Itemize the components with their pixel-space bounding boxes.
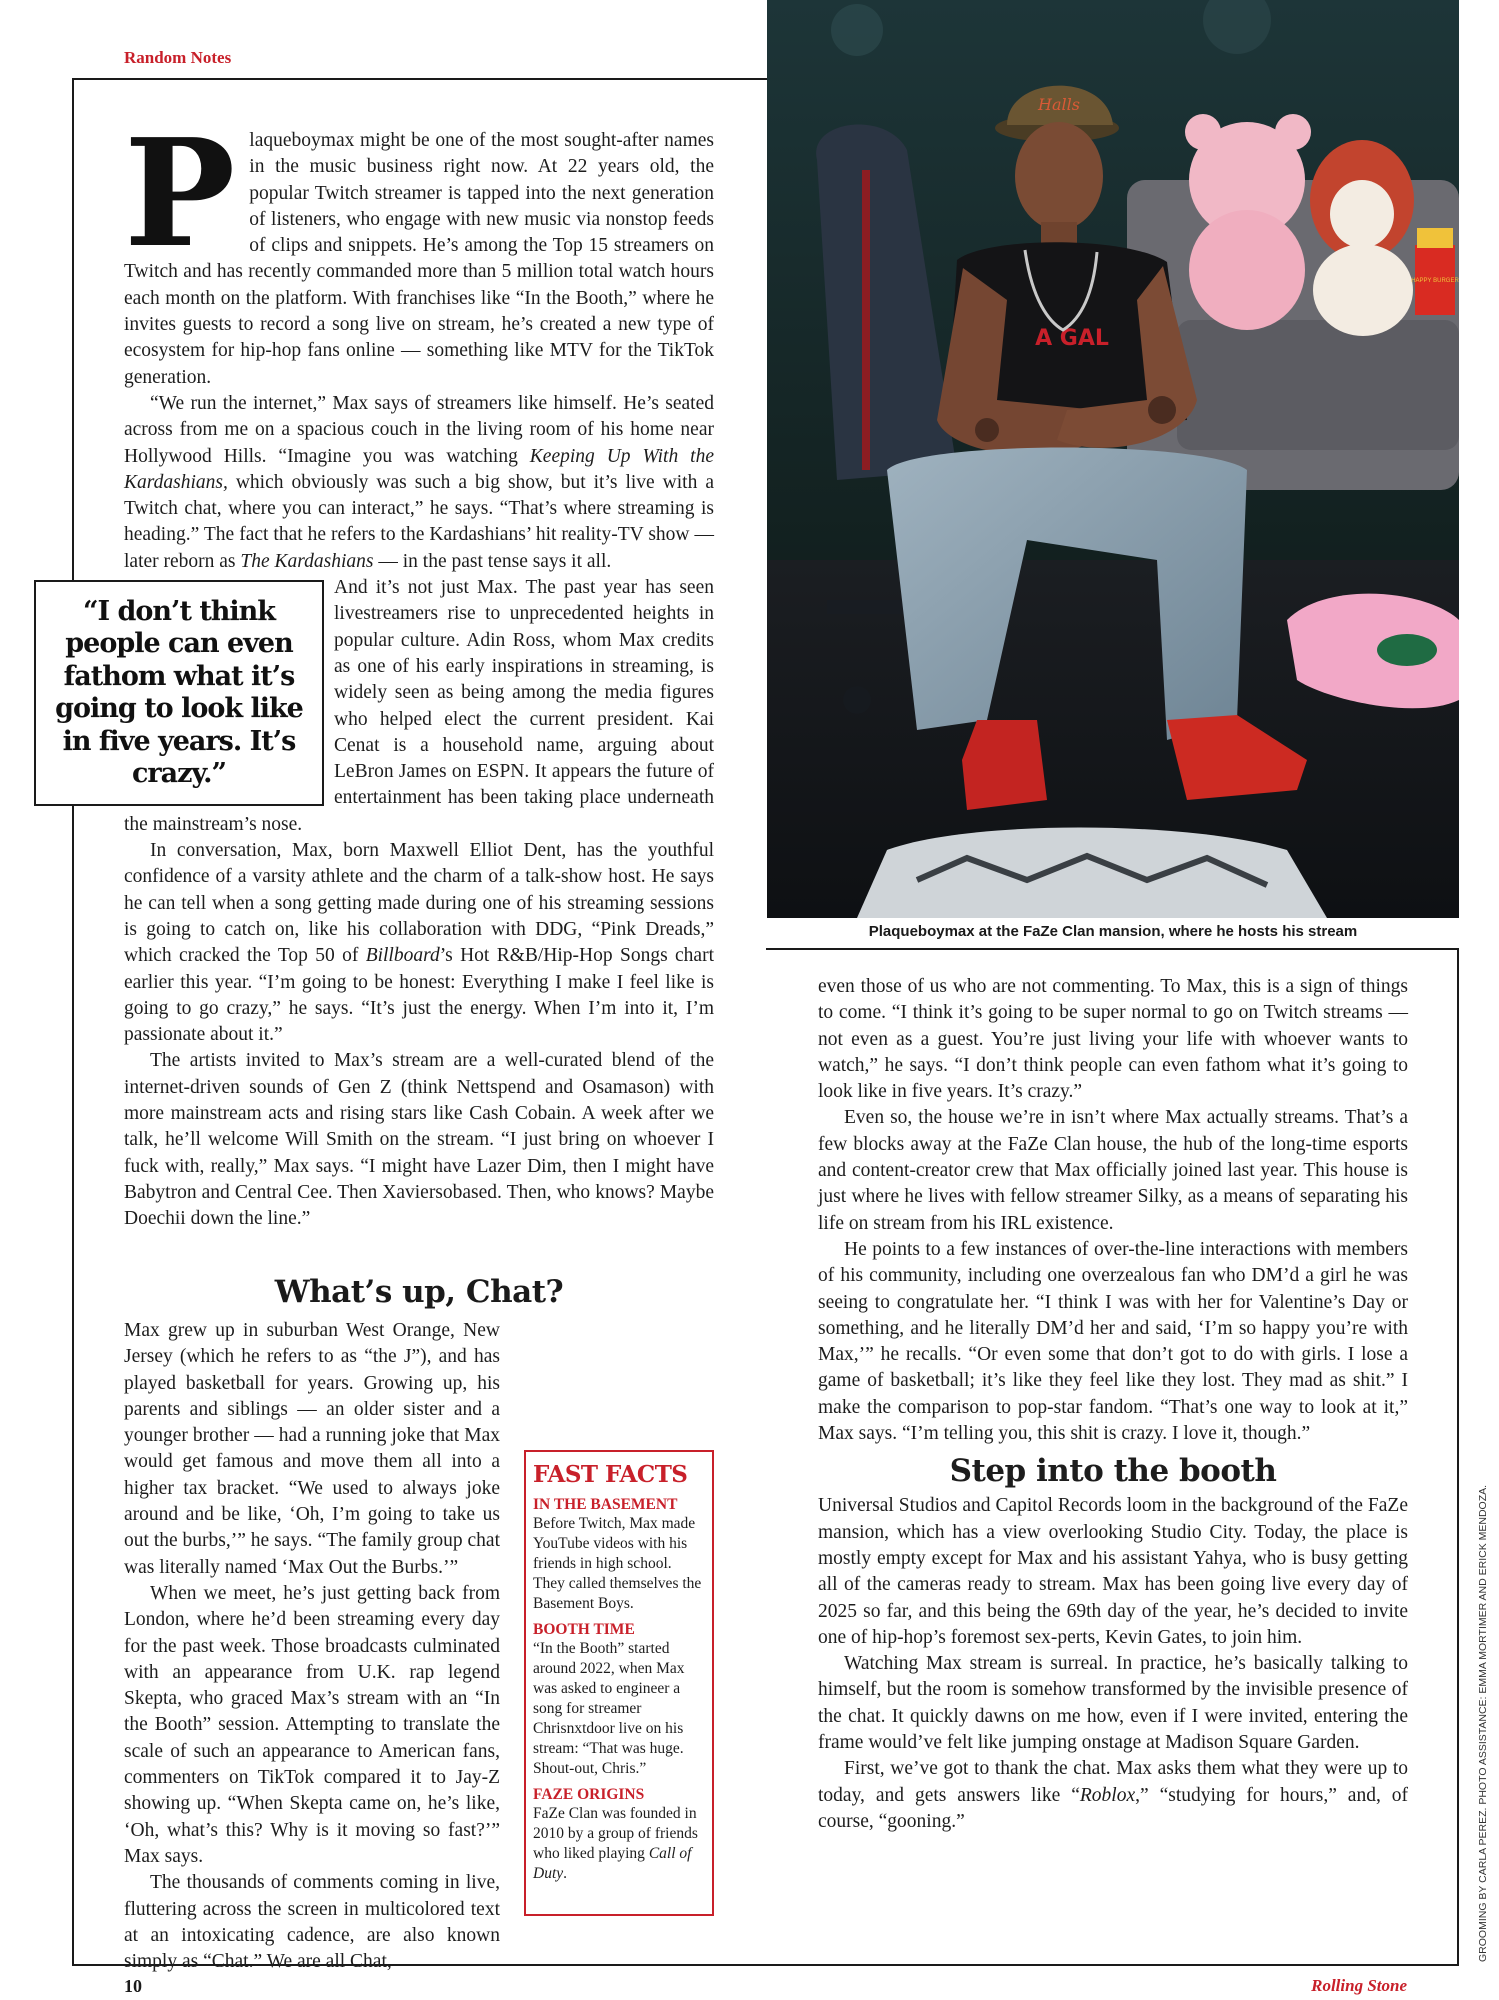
fast-fact-heading: BOOTH TIME [533,1621,635,1638]
paragraph-13: Watching Max stream is surreal. In practice, he’s basically talking to himself, but the room is somehow transformed by the invisible presence of the chat. It quickly dawns on me how, even if I were invited, entering the frame would’ve felt like jumping onstage at Madison Square Garden. [818,1653,1408,1754]
paragraph-4: In conversation, Max, born Maxwell Elliot Dent, has the youthful confidence of a varsity athlete and the charm of a talk-show host. He says he can tell when a song getting made during one of his streaming sessions is going to catch on, like his collaboration with DDG, “Pink Dreads,” which cracked the Top 50 of Billboard’s Hot R&B/Hip-Hop Songs chart earlier this year. “I’m going to be honest: Everything I make I feel like is going to go crazy,” he says. “It’s just the energy. When I’m into it, I’m passionate about it.” [124,840,714,1046]
paragraph-7: When we meet, he’s just getting back from London, where he’d been streaming every day for the past week. Those broadcasts culminated with an appearance from U.K. rap legend Skepta, who graced Max’s stream with an “In the Booth” session. Attempting to translate the scale of such an appearance to American fans, commenters on TikTok compared it to Jay-Z showing up. “When Skepta came on, he’s like, ‘Oh, what’s this? Why is it moving so fast?’” Max says. [124,1582,500,1867]
photo-tattoo-1 [975,418,999,442]
photo-teddy-ear-r [1275,114,1311,150]
page-number: 10 [124,1976,142,1996]
pull-quote [34,580,324,806]
photo-cap-text: Halls [1038,95,1080,114]
photo-teddy-ear-l [1185,114,1221,150]
photo-light-1 [831,4,883,56]
fast-facts-title: FAST FACTS [533,1461,688,1488]
paragraph-9: even those of us who are not commenting. To Max, this is a sign of things to come. “I think it’s going to be super normal to go on Twitch streams — not even as a guest. You’re just living your life with whoever wants to watch,” he says. “I don’t think people can even fathom what it’s going to look like in five years. It’s crazy.” [818,976,1408,1103]
photo-fries-text: HAPPY BURGER [1411,278,1459,284]
photo-teddy-body [1189,210,1305,330]
photo-chair-stripe [862,170,870,470]
paragraph-2: “We run the internet,” Max says of streamers like himself. He’s seated across from me on a spacious couch in the living room of his home near Hollywood Hills. “Imagine you was watching Keeping Up With the Kardashians, which obviously was such a big show, but it’s live with a Twitch chat, where you can interact,” he says. “That’s where streaming is heading.” The fact that he refers to the Kardashians’ hit reality-TV show — later reborn as The Kardashians — in the past tense says it all. [124,392,714,572]
photo-boot-left [962,720,1047,810]
photo-shirt-text: A GAL [1035,326,1109,351]
paragraph-8: The thousands of comments coming in live, fluttering across the screen in multicolored text at an intoxicating cadence, are also known simply as “Chat.” We are all Chat, [124,1872,500,1973]
photo-fries [1417,228,1453,248]
subhead-whats-up-chat: What’s up, Chat? [274,1274,564,1310]
photo-fox-face [1330,180,1394,248]
pull-quote-text: “I don’t think people can even fathom what it’s going to look like in five years. It’s crazy.” [55,595,303,789]
photo-couch-seat [1177,320,1459,450]
paragraph-12: Universal Studios and Capitol Records loom in the background of the FaZe mansion, which has a view overlooking Studio City. Today, the place is mostly empty except for Max and his assistant Yahya, who is busy getting all of the cameras ready to stream. Max has been going live every day of 2025 so far, and this being the 69th day of the year, he’s decided to invite one of hip-hop’s foremost sex-perts, Kevin Gates, to join him. [818,1495,1408,1648]
paragraph-5: The artists invited to Max’s stream are a well-curated blend of the internet-driven sounds of Gen Z (think Nettspend and Osamason) with more mainstream acts and rising stars like Cash Cobain. A week after we talk, he’ll welcome Will Smith on the stream. “I just bring on whoever I fuck with, really,” Max says. “I might have Lazer Dim, then I might have Babytron and Central Cee. Then Xaviersobased. Then, who knows? Maybe Doechii down the line.” [124,1050,714,1230]
fast-fact-heading: IN THE BASEMENT [533,1496,678,1513]
footer-brand: Rolling Stone [1311,1976,1407,1995]
fast-fact-body: FaZe Clan was founded in 2010 by a group of friends who liked playing Call of Duty. [533,1805,698,1882]
feature-photo [767,0,1459,918]
paragraph-6: Max grew up in suburban West Orange, New Jersey (which he refers to as “the J”), and has played basketball for years. Growing up, his parents and siblings — an older sister and a younger brother — had a running joke that Max would get famous and move them all into a higher tax bracket. “We used to always joke around and be like, ‘Oh, I’m going to take us out the burbs,’” he says. “The family group chat was literally named ‘Max Out the Burbs.’” [124,1320,500,1578]
paragraph-10: Even so, the house we’re in isn’t where Max actually streams. That’s a few blocks away at the FaZe Clan house, the hub of the long-time esports and content-creator crew that Max officially joined last year. This house is just where he lives with fellow streamer Silky, as a means of separating his life on stream from his IRL existence. [818,1107,1408,1234]
fast-facts-box [524,1450,714,1916]
fast-fact-heading: FAZE ORIGINS [533,1786,645,1803]
subhead-step-into-the-booth: Step into the booth [949,1453,1277,1490]
drop-cap: P [124,106,236,280]
photo-chair-wheel [843,686,871,714]
fast-fact-body: Before Twitch, Max made YouTube videos with his friends in high school. They called themselves the Basement Boys. [533,1515,702,1612]
fast-fact-body: “In the Booth” started around 2022, when Max was asked to engineer a song for streamer Chrisnxtdoor live on his stream: “That was huge. Shout-out, Chris.” [533,1640,685,1777]
section-label: Random Notes [124,48,232,67]
photo-rug-eye [1377,634,1437,666]
photo-tattoo-2 [1148,396,1176,424]
photo-fox-body [1313,244,1413,336]
paragraph-11: He points to a few instances of over-the-line interactions with members of his community, including one overzealous fan who DM’d a girl he was seeing to congratulate her. “I think I was with her for Valentine’s Day or something, and he literally DM’d her and said, ‘I’m so happy you’re with Max,’” he recalls. “Or even some that don’t got to do with girls. I lose a game of basketball; it’s like they feel like they lost. They mad as shit.” I make the comparison to pop-star fandom. “That’s one way to look at it,” Max says. “I’m telling you, this shit is crazy. I love it, though.” [818,1238,1408,1445]
paragraph-14: First, we’ve got to thank the chat. Max asks them what they were up to today, and gets answers like “Roblox,” “studying for hours,” and, of course, “gooning.” [818,1758,1408,1832]
photo-credit: GROOMING BY CARLA PEREZ. PHOTO ASSISTANCE: EMMA MORTIMER AND ERICK MENDOZA. [1477,1484,1489,1962]
article-column-c [818,974,1408,1835]
photo-caption: Plaqueboymax at the FaZe Clan mansion, where he hosts his stream [868,923,1358,940]
paragraph-1: laqueboymax might be one of the most sought-after names in the music business right now. At 22 years old, the popular Twitch streamer is tapped into the next generation of listeners, who engage with new music via nonstop feeds of clips and snippets. He’s among the Top 15 streamers on Twitch and has recently commanded more than 5 million total watch hours each month on the platform. With franchises like “In the Booth,” where he invites guests to record a song live on stream, he’s created a new type of ecosystem for hip-hop fans online — something like MTV for the TikTok generation. [124,130,714,388]
photo-head [1015,122,1103,230]
paragraph-3: And it’s not just Max. The past year has seen livestreamers rise to unprecedented heights in popular culture. Adin Ross, whom Max credits as one of his early inspirations in streaming, is widely seen as being among the media figures who helped elect the current president. Kai Cenat is a household name, arguing about LeBron James on ESPN. It appears the future of entertainment has been taking place underneath the mainstream’s nose. [124,577,714,835]
